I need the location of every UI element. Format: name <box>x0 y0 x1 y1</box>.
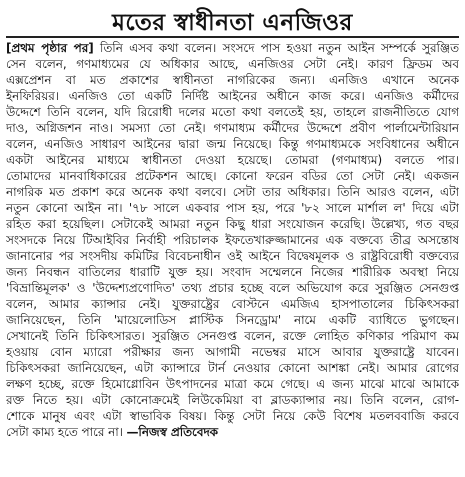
article-line <box>6 40 459 56</box>
article-line: তোমাদের মানবাধিকারের প্রটেকশন আছে। কোনো ফরেন বডির তো সেটা নেই। একজন <box>6 169 459 183</box>
article-line: বলেন, আমার ক্যান্সার নেই। যুক্তরাষ্ট্রের বোস্টনে এমজিএ হাসপাতালের চিকিৎসকরা <box>6 297 459 311</box>
article-line: দাও, অগ্নিজশন নাও। সমস্যা তো নেই। গণমাধ্যম কর্মীদের উদ্দেশে প্রবীণ পার্লামেন্টারিয়ান <box>6 121 459 135</box>
headline: মতের স্বাধীনতা এনজিওর <box>112 9 353 36</box>
article-line: শোকে মানুষ এবং এটা স্বাভাবিক বিষয়। কিন্তু সেটা নিয়ে কেউ বিশেষ মতলববাজি করবে <box>6 409 459 423</box>
article-line: জন্য নিবন্ধন বাতিলের ধারাটি যুক্ত হয়। সংবাদ সম্মেলনে নিজের শারীরিক অবস্থা নিয়ে <box>6 265 459 279</box>
article-line: রহিত করা হয়েছিল। সেটাকেই আমরা নতুন কিছু ধারা সংযোজন করেছি। উল্লেখ্য, গত বছর <box>6 217 459 231</box>
article-line: চিকিৎসকরা জানিয়েছেন, এটা ক্যান্সারে টার্ন নেওয়ার কোনো আশঙ্কা নেই। আমার রোগের <box>6 361 459 375</box>
article-line: 'বিভ্রান্তিমূলক' ও 'উদ্দেশ্যপ্রণোদিত' তথ্য প্রচার হচ্ছে বলে অভিযোগ করে সুরঞ্জিত সেনগুপ্ত <box>6 281 459 295</box>
article-line: লক্ষণ হচ্ছে, রক্তে হিমোগ্লোবিন উৎপাদনের মাত্রা কমে গেছে। এ জন্য মাঝে মাঝে আমাকে <box>6 377 459 391</box>
article-line-text: তিনি এসব কথা বলেন। সংসদে পাস হওয়া নতুন আইন সম্পর্কে সুরঞ্জিত <box>93 41 459 55</box>
article-line: সেখানেই তিনি চিকিৎসারত। সুরঞ্জিত সেনগুপ্ত বলেন, রক্তে লোহিত কণিকার পরিমাণ কম <box>6 329 459 343</box>
article-line: নাগরিক মত প্রকাশ করে অনেক কথা বলবে। সেটা তার অধিকার। তিনি আরও বলেন, এটা <box>6 185 459 199</box>
article-line: একটা আইনের মাধ্যমে স্বাধীনতা দেওয়া হয়েছে। তোমরা (গণমাধ্যম) বলতে পার। <box>6 153 459 167</box>
article-line: হওয়ায় বোন ম্যারো পরীক্ষার জন্য আগামী নভেম্বর মাসে আবার যুক্তরাষ্ট্রে যাবেন। <box>6 345 459 359</box>
article-line: ইনফিরিয়র। এনজিও তো একটি নির্দিষ্ট আইনের অধীনে কাজ করে। এনজিও কর্মীদের <box>6 89 459 103</box>
headline-divider <box>6 36 459 38</box>
article-line: এক্সপ্রেশন বা মত প্রকাশের স্বাধীনতা নাগরিকের জন্য। এনজিও এখানে অনেক <box>6 73 459 87</box>
article-line: নতুন কোনো আইন না। '৭৮ সালে একবার পাস হয়, পরে '৮২ সালে মার্শাল ল' দিয়ে এটা <box>6 201 459 215</box>
article-line: উদ্দেশে তিনি বলেন, যদি রিরোধী দলের মতো কথা বলতেই হয়, তাহলে রাজনীতিতে যোগ <box>6 105 459 119</box>
article-line: সেন বলেন, গণমাধ্যমের যে অধিকার আছে, এনজিওর সেটা নেই। কারণ ফ্রিডম অব <box>6 57 459 71</box>
continuation-marker: [প্রথম পৃষ্ঠার পর] <box>6 41 94 55</box>
article-line: বলেন, এনজিও সাধারণ আইনের দ্বারা জন্ম নিয়েছে। কিন্তু গণমাধ্যমকে সংবিধানের অধীনে <box>6 137 459 151</box>
article-line: জানিয়েছেন, তিনি 'মায়েলোডিস প্লাস্টিক সিনড্রোম' নামে একটি ব্যাধিতে ভুগছেন। <box>6 313 459 327</box>
article-line <box>6 424 459 440</box>
article-line-text: সেটা কাম্য হতে পারে না। <box>6 425 127 439</box>
article-line: জানানোর পর সংসদীয় কমিটির বিবেচনাধীন ওই আইনে বিদ্বেষমূলক ও রাষ্ট্রবিরোধী বক্তব্যের <box>6 249 459 263</box>
byline: —নিজস্ব প্রতিবেদক <box>126 425 218 439</box>
article-line: সংসদকে নিয়ে টিআইবির নির্বাহী পরিচালক ইফতেখারুজ্জামানের এক বক্তব্যে তীব্র অসন্তোষ <box>6 233 459 247</box>
article-line: রক্ত নিতে হয়। এটা কোনোক্রমেই লিউকেমিয়া বা ব্লাডক্যান্সার নয়। তিনি বলেন, রোগ- <box>6 393 459 407</box>
article-body <box>6 40 459 440</box>
